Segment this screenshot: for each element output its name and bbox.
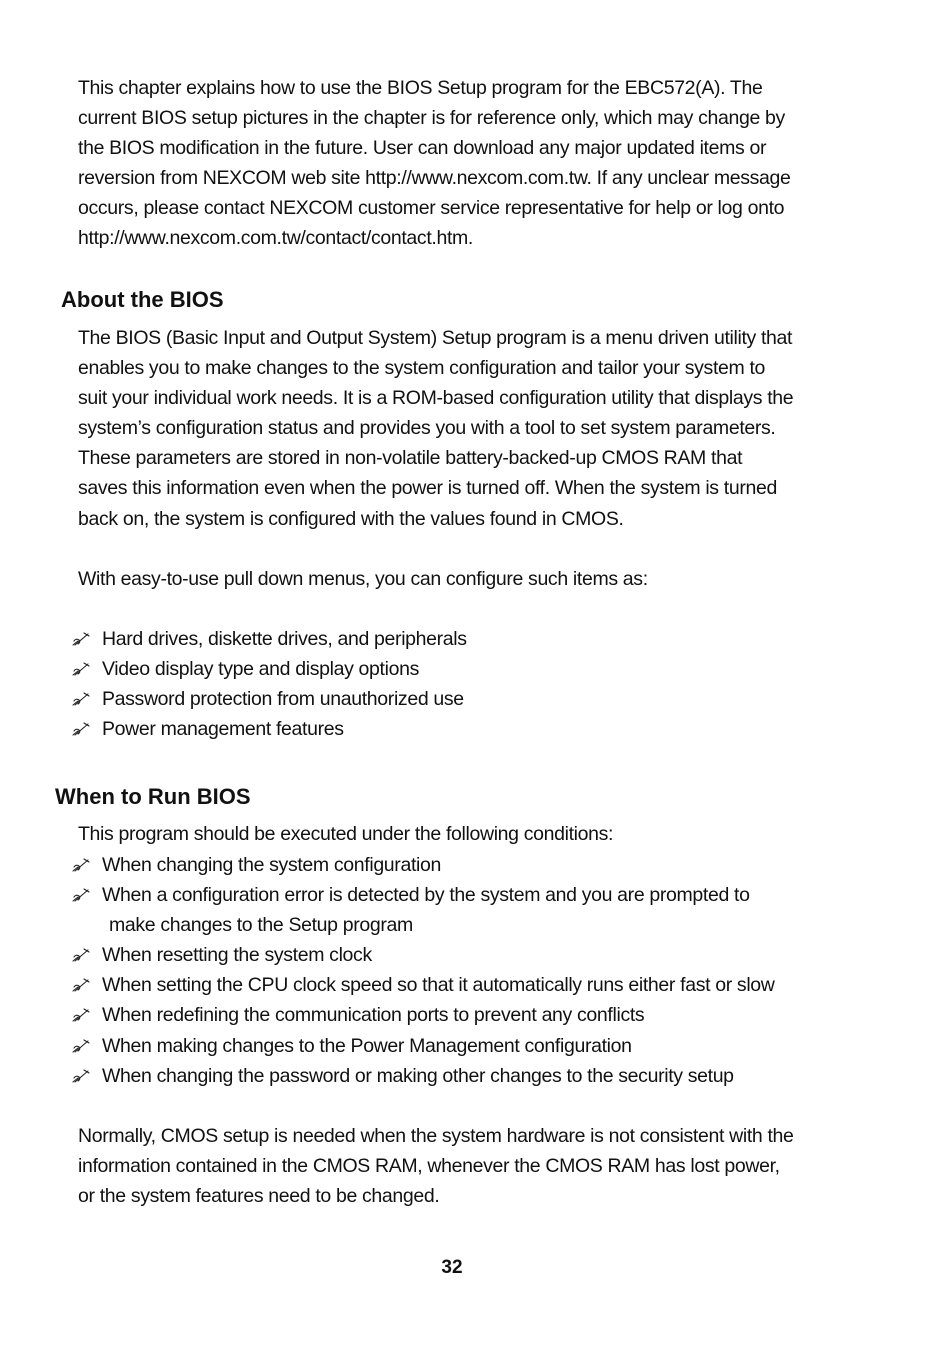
closing-line: information contained in the CMOS RAM, whenever the CMOS RAM has lost power,: [78, 1155, 780, 1178]
list-item-text: When making changes to the Power Management configuration: [102, 1034, 632, 1057]
intro-line: http://www.nexcom.com.tw/contact/contact.htm.: [78, 227, 473, 250]
intro-line: reversion from NEXCOM web site http://www.nexcom.com.tw. If any unclear message: [78, 167, 791, 190]
writing-hand-icon: [70, 714, 92, 744]
page-number: 32: [441, 1257, 463, 1278]
about-heading: About the BIOS: [61, 287, 224, 312]
intro-paragraph: [78, 73, 838, 254]
about-line: back on, the system is configured with the values found in CMOS.: [78, 507, 624, 530]
list-item: [70, 684, 870, 714]
when-heading: When to Run BIOS: [55, 784, 251, 809]
closing-paragraph: [78, 1121, 838, 1211]
closing-line: or the system features need to be changed.: [78, 1185, 440, 1208]
intro-line: the BIOS modification in the future. User can download any major updated items or: [78, 137, 767, 160]
menus-intro: With easy-to-use pull down menus, you can configure such items as:: [78, 568, 648, 590]
list-item: [70, 1000, 870, 1030]
list-item-text: Password protection from unauthorized use: [102, 688, 464, 711]
about-line: The BIOS (Basic Input and Output System) Setup program is a menu driven utility that: [78, 327, 793, 349]
list-item-text: Video display type and display options: [102, 658, 419, 681]
about-line: saves this information even when the power is turned off. When the system is turned: [78, 477, 777, 500]
list-item-text: When changing the password or making other changes to the security setup: [102, 1064, 734, 1087]
writing-hand-icon: [70, 1031, 92, 1061]
list-item: [70, 654, 870, 684]
list-item-text: When setting the CPU clock speed so that it automatically runs either fast or slow: [102, 974, 775, 997]
list-item: [70, 880, 870, 940]
writing-hand-icon: [70, 624, 92, 654]
list-item: [70, 1031, 870, 1061]
about-line: system’s configuration status and provides you with a tool to set system parameters.: [78, 417, 776, 440]
writing-hand-icon: [70, 1000, 92, 1030]
writing-hand-icon: [70, 850, 92, 880]
when-intro: This program should be executed under the following conditions:: [78, 823, 614, 845]
writing-hand-icon: [70, 940, 92, 970]
list-item: [70, 1061, 870, 1091]
configure-items-list: [70, 624, 870, 744]
list-item-text: When a configuration error is detected by the system and you are prompted to: [102, 884, 750, 907]
closing-line: Normally, CMOS setup is needed when the system hardware is not consistent with the: [78, 1125, 794, 1147]
list-item: [70, 940, 870, 970]
about-paragraph: [78, 323, 838, 534]
list-item-text: Power management features: [102, 718, 344, 741]
conditions-list: [70, 850, 870, 1091]
list-item: [70, 624, 870, 654]
writing-hand-icon: [70, 880, 92, 910]
list-item: [70, 714, 870, 744]
list-item-text: When changing the system configuration: [102, 854, 441, 876]
about-line: These parameters are stored in non-volatile battery-backed-up CMOS RAM that: [78, 447, 743, 470]
intro-line: occurs, please contact NEXCOM customer service representative for help or log onto: [78, 197, 785, 220]
writing-hand-icon: [70, 654, 92, 684]
intro-line: This chapter explains how to use the BIOS Setup program for the EBC572(A). The: [78, 77, 763, 99]
list-item: [70, 970, 870, 1000]
intro-line: current BIOS setup pictures in the chapter is for reference only, which may change by: [78, 107, 785, 130]
writing-hand-icon: [70, 1061, 92, 1091]
list-item: [70, 850, 870, 880]
writing-hand-icon: [70, 970, 92, 1000]
about-line: suit your individual work needs. It is a ROM-based configuration utility that displays the: [78, 387, 794, 410]
list-item-text: When redefining the communication ports to prevent any conflicts: [102, 1004, 645, 1027]
writing-hand-icon: [70, 684, 92, 714]
list-item-text: Hard drives, diskette drives, and peripherals: [102, 628, 467, 650]
list-item-text: When resetting the system clock: [102, 944, 372, 967]
list-item-continuation: make changes to the Setup program: [109, 914, 413, 937]
about-line: enables you to make changes to the system configuration and tailor your system to: [78, 357, 766, 380]
